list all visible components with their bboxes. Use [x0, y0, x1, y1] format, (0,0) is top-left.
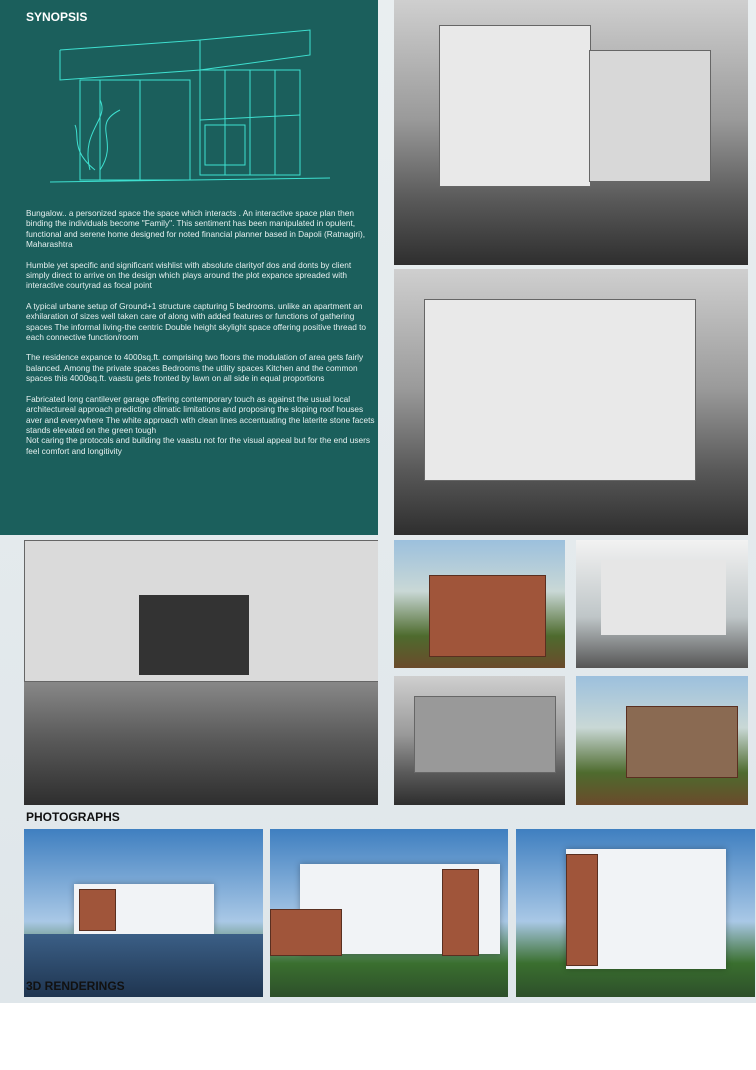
photo-construction-brick	[394, 540, 565, 668]
rendering-front-elevation	[270, 829, 508, 997]
photo-house-completed	[576, 540, 748, 668]
synopsis-paragraph: Humble yet specific and significant wishlist with absolute clarityof dos and donts by client simply direct to arrive on the design which plays around the plot expance spreaded with interactive courtyrad as focal point	[26, 259, 352, 291]
3d-renderings-label: 3D RENDERINGS	[26, 979, 125, 993]
photo-construction-bw	[394, 676, 565, 805]
synopsis-paragraph: The residence expance to 4000sq.ft. comprising two floors the modulation of area gets fairly balanced. Among the private spaces Bedrooms the utility spaces Kitchen and the common spaces this 4000sq.ft. vaastu gets fronted by lawn on all side in equal proportions	[26, 352, 364, 384]
synopsis-paragraph: A typical urbane setup of Ground+1 structure capturing 5 bedrooms. unlike an apartment an exhilaration of sizes well taken care of along with added features or functions of gathering spaces The informal living-the centric Double height skylight space offering positive thread to each connective function/room	[26, 300, 367, 343]
synopsis-paragraph: Bungalow.. a personized space the space which interacts . An interactive space plan then binding the individuals become "Family". This sentiment has been manipulated in opulent, functional and serene home designed for noted financial planner based in Dapoli (Ratnagiri), Maharashtra	[26, 208, 366, 250]
photo-construction-trees	[576, 676, 748, 805]
synopsis-paragraph: Fabricated long cantilever garage offering contemporary touch as against the usual local architectureal approach predicting climatic limitations and proposing the sloping roof houses aver and everywhere The white approach with clean lines accentuating the laterite stone facets stands elevated on the green tough Not caring the protocols and building the vaastu not for the visual appeal but for the end users feel comfort and longitivity	[26, 393, 375, 456]
synopsis-panel	[0, 0, 378, 535]
house-sketch-illustration	[40, 10, 340, 190]
photo-courtyard-entrance-bw	[24, 540, 378, 805]
synopsis-text	[26, 208, 376, 466]
synopsis-title: SYNOPSIS	[26, 10, 88, 24]
rendering-corner-view	[516, 829, 755, 997]
rendering-garage-view	[24, 829, 263, 997]
photo-house-side-bw	[394, 269, 748, 535]
photographs-label: PHOTOGRAPHS	[26, 810, 120, 824]
photo-house-front-bw	[394, 0, 748, 265]
